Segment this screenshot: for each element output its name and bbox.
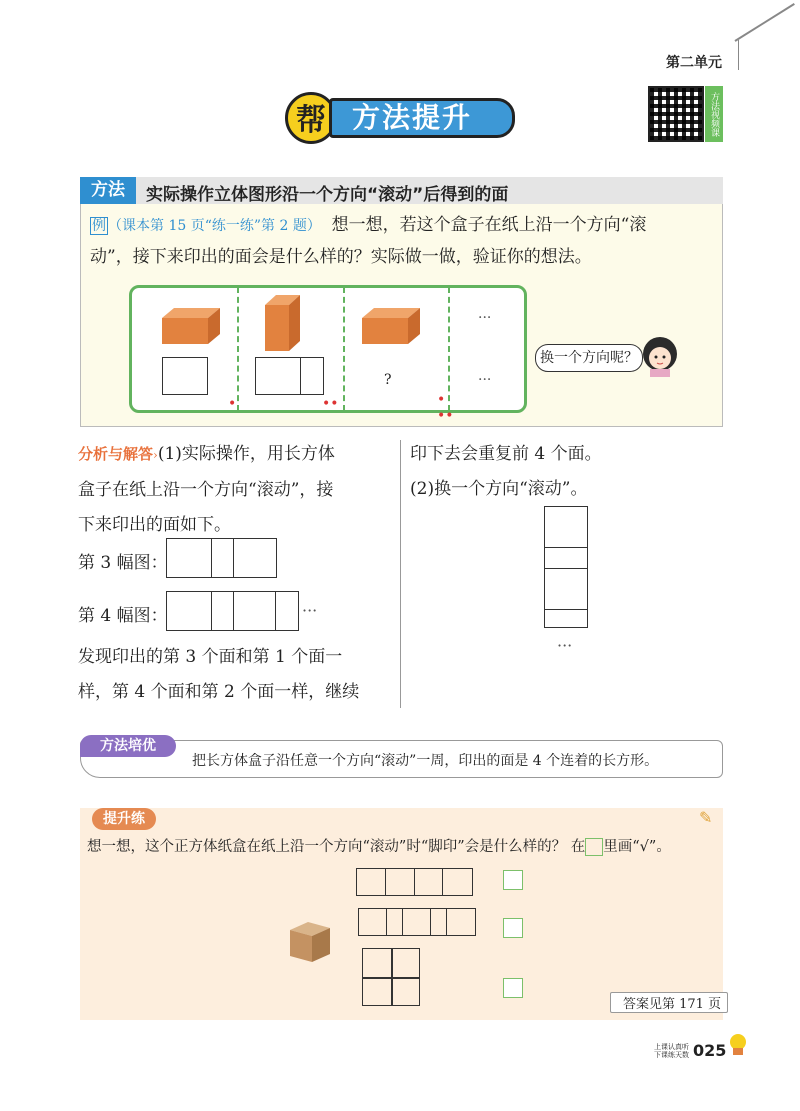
fig4-ellipsis: ···: [302, 601, 318, 620]
analysis-conclusion: [78, 640, 394, 710]
speech-bubble: 换一个方向呢？: [535, 344, 643, 372]
practice-question: [87, 835, 723, 856]
practice-question-b: 里画“√”。: [603, 839, 671, 855]
analysis-r-line-2: (2)换一个方向“滚动”。: [410, 479, 588, 499]
analysis-line-3: 下来印出的面如下。: [78, 515, 231, 535]
fig3-strip: [166, 538, 277, 578]
qr-code-icon[interactable]: [648, 86, 704, 142]
footer-slogan: [654, 1043, 689, 1059]
red-dot-2: ••: [322, 396, 339, 412]
pencil-icon: ✎: [699, 808, 713, 827]
fig4-label: 第 4 幅图：: [78, 606, 168, 626]
corner-line: [738, 40, 739, 70]
section-banner: [285, 92, 515, 144]
fig4-strip: [166, 591, 299, 631]
red-dot-3: • ••: [437, 392, 454, 424]
question-mark: ?: [384, 372, 392, 388]
arrow-icon: ›: [153, 448, 158, 462]
cuboid-upright-icon: [262, 293, 302, 353]
example-text-1: 想一想，若这个盒子在纸上沿一个方向“滚: [331, 215, 647, 235]
vertical-ellipsis: ···: [557, 636, 573, 655]
analysis-line-5: 样，第 4 个面和第 2 个面一样，继续: [78, 682, 360, 702]
slogan-2: 下课练天数: [654, 1050, 689, 1059]
page-number: 025: [693, 1041, 727, 1060]
optimize-tag: 方法培优: [80, 735, 176, 757]
method-title: 实际操作立体图形沿一个方向“滚动”后得到的面: [146, 185, 509, 205]
divider-dashed-2: [343, 287, 345, 411]
option-3-checkbox[interactable]: [503, 978, 523, 998]
girl-avatar-icon: [640, 334, 680, 378]
page-footer: [654, 1040, 726, 1060]
option-strip-2: [358, 908, 476, 936]
analysis-r-line-1: 印下去会重复前 4 个面。: [410, 444, 602, 464]
corner-diagonal: [734, 3, 794, 42]
slogan-1: 上课认真听: [654, 1042, 689, 1051]
analysis-line-4: 发现印出的第 3 个面和第 1 个面一: [78, 647, 343, 667]
optimize-text: 把长方体盒子沿任意一个方向“滚动”一周，印出的面是 4 个连着的长方形。: [192, 753, 659, 769]
analysis-line-1: (1)实际操作，用长方体: [157, 444, 335, 464]
answer-reference: 答案见第 171 页: [610, 992, 728, 1013]
vertical-strip: [544, 506, 588, 628]
red-dot-1: •: [228, 396, 237, 412]
option-strip-1: [356, 868, 473, 896]
option-strip-3: [362, 948, 420, 1006]
example-text: [90, 210, 710, 273]
example-ref: （课本第 15 页“练一练”第 2 题）: [108, 218, 321, 234]
option-2-checkbox[interactable]: [503, 918, 523, 938]
option-1-checkbox[interactable]: [503, 870, 523, 890]
cuboid-flat-icon-1: [158, 306, 222, 346]
qr-tab: 方法视频课: [705, 86, 723, 142]
analysis-tag: 分析与解答: [78, 445, 154, 463]
ellipsis-bottom: ···: [478, 372, 492, 388]
analysis-line-2: 盒子在纸上沿一个方向“滚动”，接: [78, 480, 334, 500]
practice-tag: 提升练: [92, 808, 156, 830]
ellipsis-top: ···: [478, 310, 492, 326]
example-text-2: 动”，接下来印出的面会是什么样的？实际做一做，验证你的想法。: [90, 247, 592, 267]
fig3-label: 第 3 幅图：: [78, 553, 168, 573]
method-tag: 方法: [80, 177, 136, 204]
cube-box-icon: [286, 918, 334, 966]
banner-char: 帮: [285, 92, 337, 144]
banner-title: 方法提升: [329, 98, 515, 138]
practice-question-a: 想一想，这个正方体纸盒在纸上沿一个方向“滚动”时“脚印”会是什么样的？ 在: [87, 839, 586, 855]
analysis-right: [410, 437, 730, 507]
mascot-icon: [728, 1032, 748, 1056]
analysis-left: [78, 437, 394, 543]
column-divider: [400, 440, 401, 708]
unit-label: 第二单元: [666, 55, 722, 71]
divider-dashed-1: [237, 287, 239, 411]
example-tag: 例: [92, 218, 106, 234]
imprint-face-1: [162, 357, 208, 395]
answer-square-icon: [585, 838, 603, 856]
imprint-face-2: [255, 357, 324, 395]
cuboid-flat-icon-2: [358, 306, 422, 346]
